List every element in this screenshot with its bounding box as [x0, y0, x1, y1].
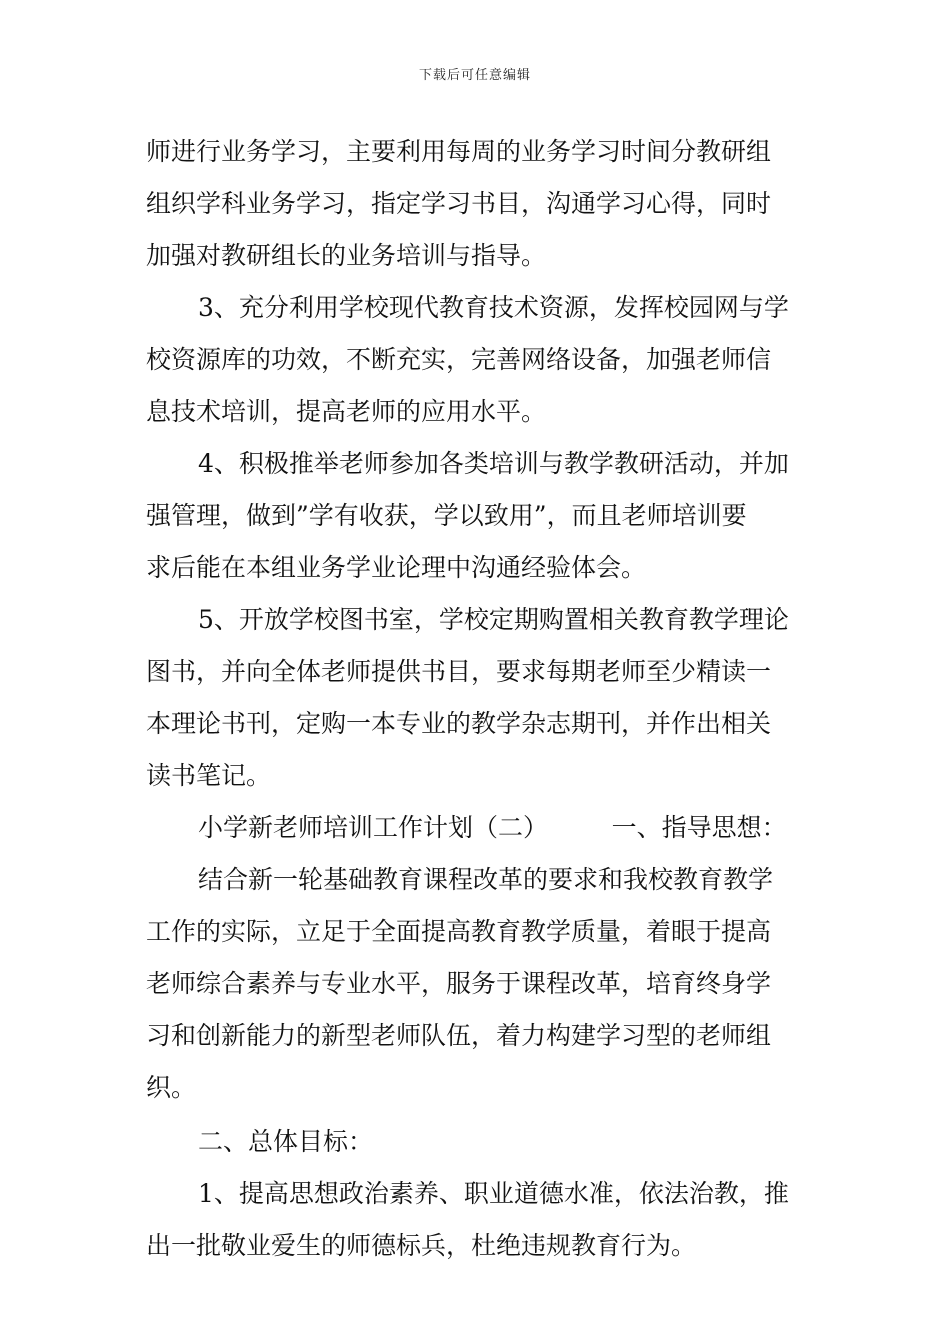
- paragraph-first-line: 1、提高思想政治素养、职业道德水准，依法治教，推: [198, 1179, 789, 1208]
- text-line: 读书笔记。: [146, 761, 272, 790]
- text-line: 组织学科业务学习，指定学习书目，沟通学习心得，同时: [146, 189, 772, 218]
- text-line: 加强对教研组长的业务培训与指导。: [146, 241, 547, 270]
- text-line: 本理论书刊，定购一本专业的教学杂志期刊，并作出相关: [146, 709, 772, 738]
- text-line: 工作的实际，立足于全面提高教育教学质量，着眼于提高: [146, 917, 772, 946]
- text-line: 老师综合素养与专业水平，服务于课程改革，培育终身学: [146, 969, 772, 998]
- section-title-line: 小学新老师培训工作计划（二） 一、指导思想：: [198, 813, 787, 842]
- paragraph-first-line: 结合新一轮基础教育课程改革的要求和我校教育教学: [198, 865, 774, 894]
- text-line: 息技术培训，提高老师的应用水平。: [146, 397, 547, 426]
- text-line: 织。: [146, 1073, 197, 1102]
- section-heading: 二、总体目标：: [198, 1127, 374, 1156]
- text-line: 求后能在本组业务学业论理中沟通经验体会。: [146, 553, 647, 582]
- page-header: 下载后可任意编辑: [418, 68, 531, 83]
- text-line: 习和创新能力的新型老师队伍，着力构建学习型的老师组: [146, 1021, 772, 1050]
- paragraph-first-line: 3、充分利用学校现代教育技术资源，发挥校园网与学: [198, 293, 789, 322]
- text-line: 校资源库的功效，不断充实，完善网络设备，加强老师信: [146, 345, 772, 374]
- document-body: [146, 126, 810, 1272]
- text-line: 师进行业务学习，主要利用每周的业务学习时间分教研组: [146, 137, 772, 166]
- text-line: 强管理，做到”学有收获，学以致用”，而且老师培训要: [146, 501, 747, 530]
- paragraph-first-line: 5、开放学校图书室，学校定期购置相关教育教学理论: [198, 605, 789, 634]
- text-line: 出一批敬业爱生的师德标兵，杜绝违规教育行为。: [146, 1231, 697, 1260]
- paragraph-first-line: 4、积极推举老师参加各类培训与教学教研活动，并加: [198, 449, 789, 478]
- text-line: 图书，并向全体老师提供书目，要求每期老师至少精读一: [146, 657, 772, 686]
